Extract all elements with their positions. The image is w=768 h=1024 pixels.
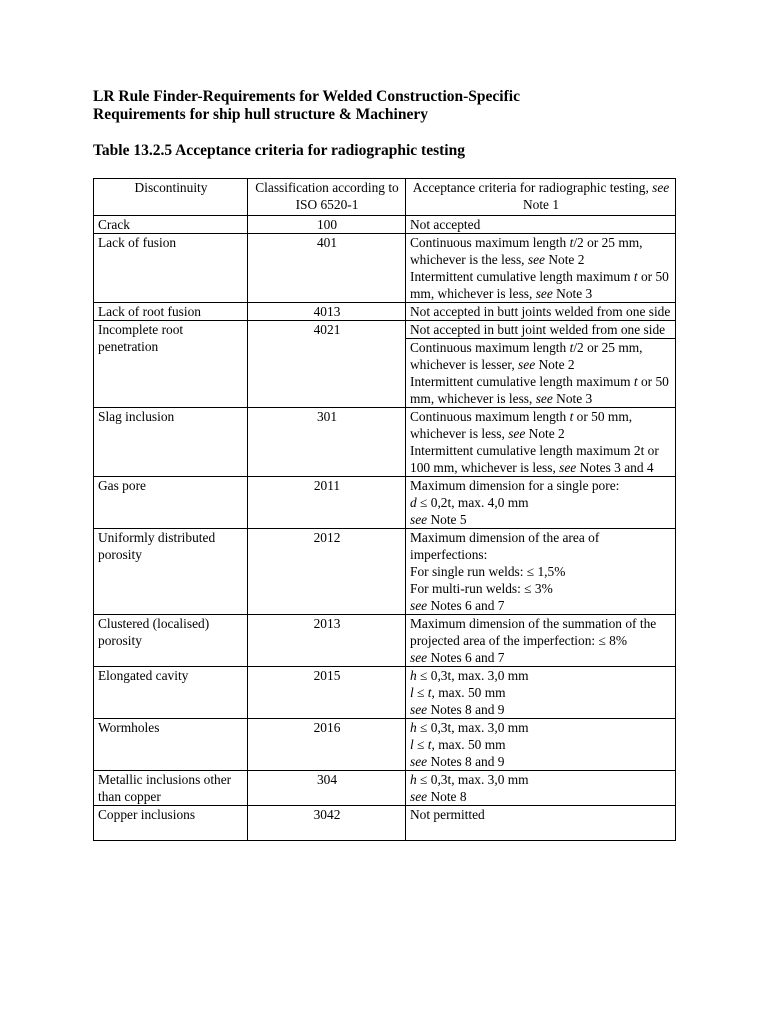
classification-cell: 2011 xyxy=(248,477,406,529)
acceptance-criteria-cell xyxy=(406,321,676,339)
criteria-line: Not permitted xyxy=(410,807,485,822)
criteria-line: see Notes 6 and 7 xyxy=(410,650,505,665)
criteria-line: see Notes 8 and 9 xyxy=(410,754,505,769)
discontinuity-cell: Crack xyxy=(94,216,248,234)
acceptance-criteria-cell xyxy=(406,477,676,529)
header-discontinuity: Discontinuity xyxy=(94,179,248,216)
criteria-line: Continuous maximum length t/2 or 25 mm, whichever is lesser, see Note 2 xyxy=(410,340,643,372)
acceptance-criteria-table xyxy=(93,178,676,841)
table-header-row xyxy=(94,179,676,216)
criteria-line: Not accepted in butt joints welded from one side xyxy=(410,304,671,319)
classification-cell: 301 xyxy=(248,408,406,477)
table-row xyxy=(94,529,676,615)
criteria-line: l ≤ t, max. 50 mm xyxy=(410,685,506,700)
header-classification: Classification according to ISO 6520-1 xyxy=(248,179,406,216)
classification-cell: 4021 xyxy=(248,321,406,408)
criteria-line: Maximum dimension of the area of imperfections: xyxy=(410,530,600,562)
document-heading xyxy=(93,88,693,124)
criteria-line: For single run welds: ≤ 1,5% xyxy=(410,564,566,579)
table-row xyxy=(94,771,676,806)
criteria-line: Continuous maximum length t or 50 mm, whichever is less, see Note 2 xyxy=(410,409,633,441)
table-body xyxy=(94,216,676,841)
table-row xyxy=(94,477,676,529)
acceptance-criteria-cell xyxy=(406,339,676,408)
criteria-line: see Note 5 xyxy=(410,512,467,527)
discontinuity-cell: Wormholes xyxy=(94,719,248,771)
criteria-line: d ≤ 0,2t, max. 4,0 mm xyxy=(410,495,529,510)
discontinuity-cell: Incomplete root penetration xyxy=(94,321,248,408)
classification-cell: 100 xyxy=(248,216,406,234)
classification-cell: 3042 xyxy=(248,806,406,841)
classification-cell: 2013 xyxy=(248,615,406,667)
table-row xyxy=(94,234,676,303)
discontinuity-cell: Clustered (localised) porosity xyxy=(94,615,248,667)
criteria-line: Maximum dimension for a single pore: xyxy=(410,478,620,493)
table-row xyxy=(94,719,676,771)
acceptance-criteria-cell xyxy=(406,303,676,321)
table-title: Table 13.2.5 Acceptance criteria for radiographic testing xyxy=(93,142,465,159)
criteria-line: Intermittent cumulative length maximum t or 50 mm, whichever is less, see Note 3 xyxy=(410,269,669,301)
criteria-line: Intermittent cumulative length maximum 2t or 100 mm, whichever is less, see Notes 3 and 4 xyxy=(410,443,659,475)
criteria-line: Not accepted xyxy=(410,217,481,232)
table-row xyxy=(94,615,676,667)
acceptance-criteria-cell xyxy=(406,806,676,841)
discontinuity-cell: Uniformly distributed porosity xyxy=(94,529,248,615)
classification-cell: 2012 xyxy=(248,529,406,615)
heading-line-2: Requirements for ship hull structure & Machinery xyxy=(93,106,428,123)
discontinuity-cell: Lack of root fusion xyxy=(94,303,248,321)
classification-cell: 4013 xyxy=(248,303,406,321)
acceptance-criteria-cell xyxy=(406,771,676,806)
criteria-line: Not accepted in butt joint welded from one side xyxy=(410,322,666,337)
table-row xyxy=(94,321,676,339)
classification-cell: 401 xyxy=(248,234,406,303)
criteria-line: Maximum dimension of the summation of the projected area of the imperfection: ≤ 8% xyxy=(410,616,657,648)
acceptance-criteria-cell xyxy=(406,719,676,771)
classification-cell: 2016 xyxy=(248,719,406,771)
criteria-line: l ≤ t, max. 50 mm xyxy=(410,737,506,752)
criteria-line: see Note 8 xyxy=(410,789,467,804)
header-acceptance-criteria: Acceptance criteria for radiographic testing, see Note 1 xyxy=(406,179,676,216)
acceptance-criteria-cell xyxy=(406,234,676,303)
classification-cell: 2015 xyxy=(248,667,406,719)
discontinuity-cell: Lack of fusion xyxy=(94,234,248,303)
criteria-line: For multi-run welds: ≤ 3% xyxy=(410,581,553,596)
table-row xyxy=(94,806,676,841)
heading-line-1: LR Rule Finder-Requirements for Welded Construction-Specific xyxy=(93,88,520,105)
classification-cell: 304 xyxy=(248,771,406,806)
acceptance-criteria-cell xyxy=(406,408,676,477)
table-row xyxy=(94,408,676,477)
criteria-line: see Notes 6 and 7 xyxy=(410,598,505,613)
criteria-line: Continuous maximum length t/2 or 25 mm, whichever is the less, see Note 2 xyxy=(410,235,643,267)
criteria-line: Intermittent cumulative length maximum t or 50 mm, whichever is less, see Note 3 xyxy=(410,374,669,406)
discontinuity-cell: Copper inclusions xyxy=(94,806,248,841)
criteria-line: h ≤ 0,3t, max. 3,0 mm xyxy=(410,772,529,787)
acceptance-criteria-cell xyxy=(406,216,676,234)
table-row xyxy=(94,667,676,719)
discontinuity-cell: Gas pore xyxy=(94,477,248,529)
discontinuity-cell: Slag inclusion xyxy=(94,408,248,477)
acceptance-criteria-cell xyxy=(406,667,676,719)
discontinuity-cell: Metallic inclusions other than copper xyxy=(94,771,248,806)
criteria-line: h ≤ 0,3t, max. 3,0 mm xyxy=(410,668,529,683)
table-row xyxy=(94,303,676,321)
discontinuity-cell: Elongated cavity xyxy=(94,667,248,719)
acceptance-criteria-cell xyxy=(406,615,676,667)
criteria-line: h ≤ 0,3t, max. 3,0 mm xyxy=(410,720,529,735)
table-row xyxy=(94,216,676,234)
acceptance-criteria-cell xyxy=(406,529,676,615)
criteria-line: see Notes 8 and 9 xyxy=(410,702,505,717)
